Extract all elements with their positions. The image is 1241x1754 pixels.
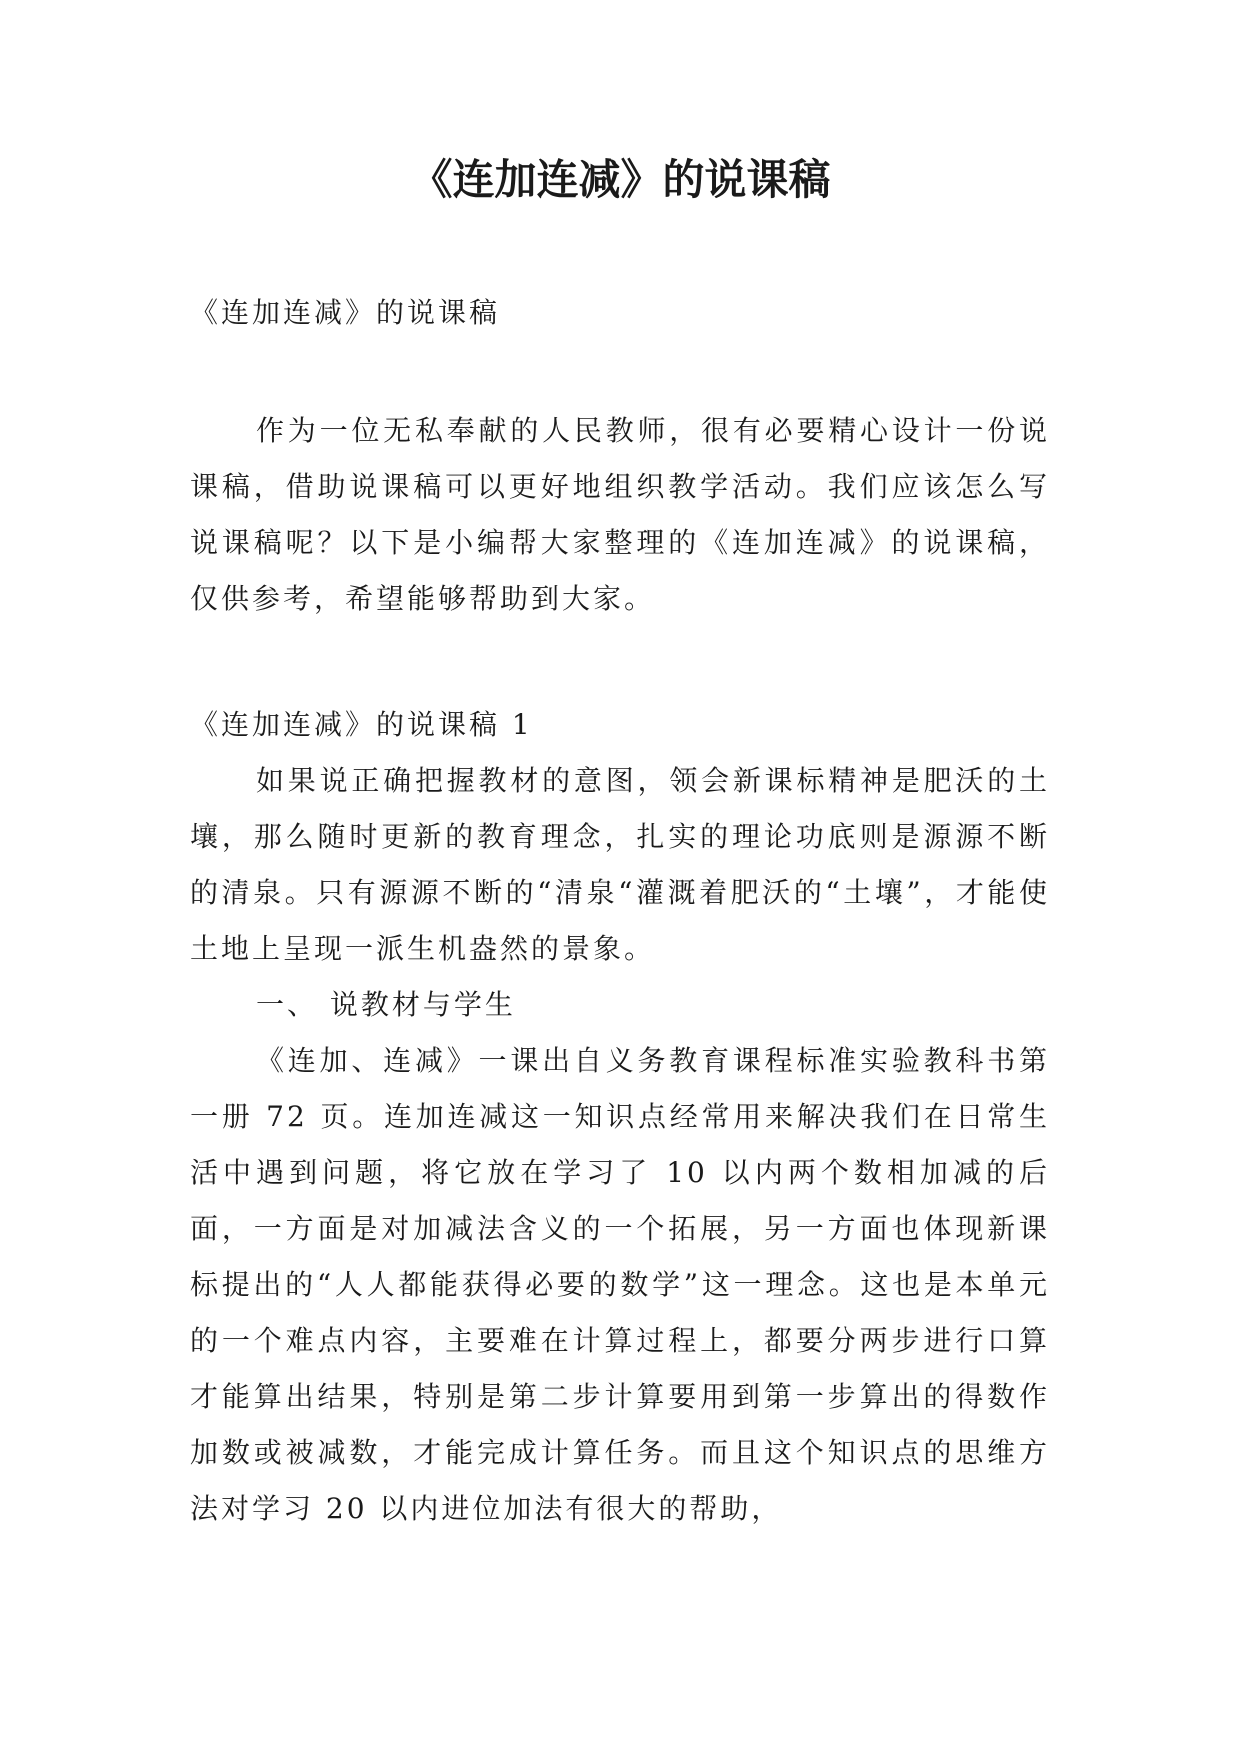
paragraph-2: 《连加、连减》一课出自义务教育课程标准实验教科书第一册 72 页。连加连减这一知识点经常用来解决我们在日常生活中遇到问题，将它放在学习了 10 以内两个数相加减的后面，一方面是对加减法含义的一个拓展，另一方面也体现新课标提出的“人人都能获得必要的数学”这一理念。这也是本单元的一个难点内容，主要难在计算过程上，都要分两步进行口算才能算出结果，特别是第二步计算要用到第一步算出的得数作加数或被减数，才能完成计算任务。而且这个知识点的思维方法对学习 20 以内进位加法有很大的帮助， [190,1044,1050,1525]
heading-materials-and-students: 一、 说教材与学生 [256,988,516,1021]
intro-paragraph: 作为一位无私奉献的人民教师，很有必要精心设计一份说课稿，借助说课稿可以更好地组织教学活动。我们应该怎么写说课稿呢？以下是小编帮大家整理的《连加连减》的说课稿，仅供参考，希望能够帮助到大家。 [190,414,1050,615]
document-title: 《连加连减》的说课稿 [410,155,831,204]
document-subtitle: 《连加连减》的说课稿 [190,296,501,329]
section-title: 《连加连减》的说课稿 1 [190,708,533,741]
paragraph-1: 如果说正确把握教材的意图，领会新课标精神是肥沃的土壤，那么随时更新的教育理念，扎实的理论功底则是源源不断的清泉。只有源源不断的“清泉“灌溉着肥沃的“土壤”，才能使土地上呈现一派生机盎然的景象。 [190,764,1050,965]
